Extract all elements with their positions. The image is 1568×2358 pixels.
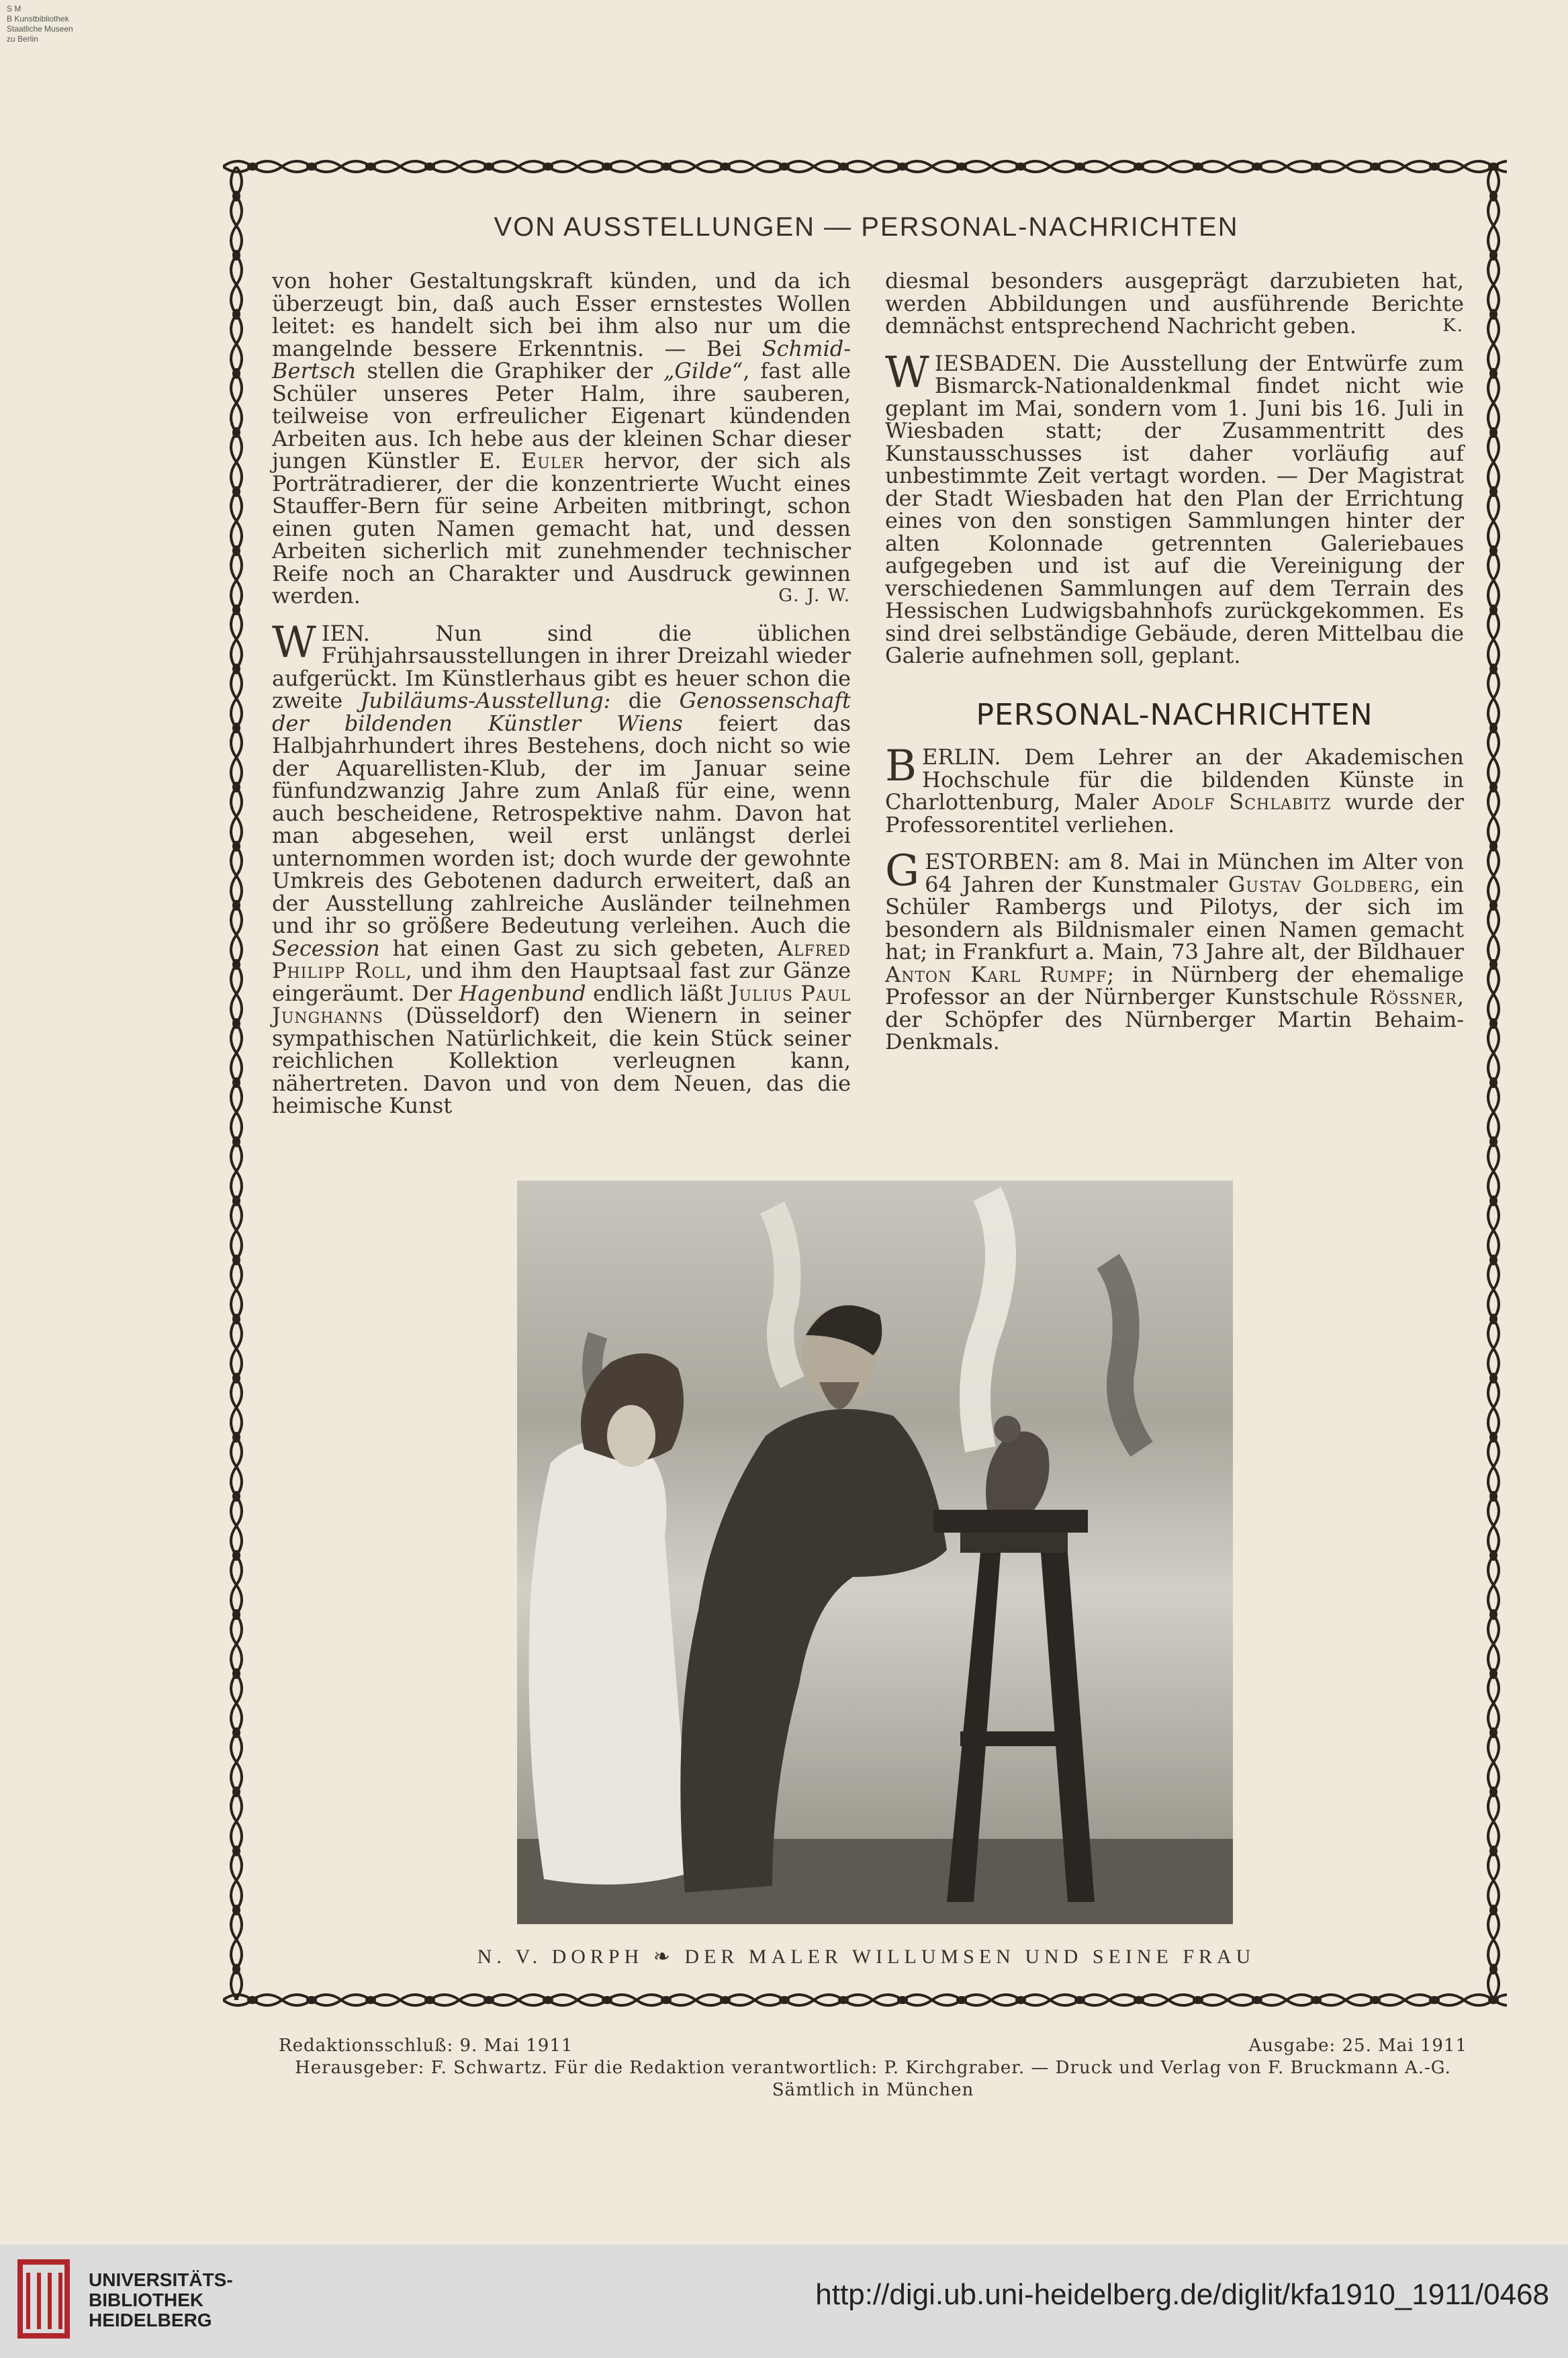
- paragraph-gestorben: GESTORBEN: am 8. Mai in München im Alter von 64 Jahren der Kunstmaler Gustav Goldberg, ein Schüler Rambergs und Pilotys, der sich im besondern als Bildnismaler einen Namen gemacht hat; in Frankfurt a. Main, 73 Jahre alt, der Bildhauer Anton Karl Rumpf; in Nürnberg der ehemalige Professor an der Nürnberger Kunstschule Rössner, der Schöpfer des Nürnberger Martin Behaim-Denkmals.: [885, 846, 1465, 1054]
- paragraph-wiesbaden: WIESBADEN. Die Ausstellung der Entwürfe zum Bismarck-Nationaldenkmal findet nicht wie geplant im Mai, sondern vom 1. Juni bis 16. Juli in Wiesbaden statt; der Zusammentritt des Kunstausschusses ist daher vorläufig auf unbestimmte Zeit vertagt worden. — Der Magistrat der Stadt Wiesbaden hat den Plan der Errichtung eines von den sonstigen Sammlungen hinter der alten Kolonnade getrennten Galeriebaues aufgegeben und ist auf die Vereinigung der verschiedenen Sammlungen auf dem Terrain des Hessischen Ludwigsbahnhofs zurückgekommen. Es sind drei selbständige Gebäude, deren Mittelbau die Galerie aufnehmen soll, geplant.: [885, 347, 1464, 668]
- ornament-border-right: [1480, 167, 1507, 2000]
- paragraph-gilde: von hoher Gestaltungskraft künden, und da ich überzeugt bin, daß auch Esser ernstestes Wollen leitet: es handelt sich bei ihm also nur um die mangelnde bessere Erkenntnis. — Bei Schmid-Bertsch stellen die Graphiker der „Gilde“, fast alle Schüler unseres Peter Halm, ihre sauberen, teilweise von erfreulicher Eigenart kündenden Arbeiten aus. Ich hebe aus der kleinen Schar dieser jungen Künstler E. Euler hervor, der sich als Porträtradierer, der die konzentrierte Wucht eines Stauffer-Bern für seine Arbeiten mitbringt, schon einen guten Namen gemacht hat, und dessen Arbeiten sicherlich mit zunehmender technischer Reife noch an Charakter und Ausdruck gewinnen werden. G. J. W.: [272, 268, 851, 608]
- stamp-line: Staatliche Museen: [7, 24, 73, 34]
- digital-copy-url[interactable]: http://digi.ub.uni-heidelberg.de/diglit/kfa1910_1911/0468: [815, 2278, 1549, 2311]
- issue-date: Ausgabe: 25. Mai 1911: [1248, 2036, 1467, 2056]
- stamp-line: B Kunstbibliothek: [7, 14, 69, 24]
- drop-initial: W: [885, 347, 929, 398]
- library-stamp: [7, 4, 107, 44]
- heidelberg-library-logo-icon: [16, 2259, 77, 2343]
- text-column-right: [885, 270, 1464, 1069]
- library-name: UNIVERSITÄTS- BIBLIOTHEK HEIDELBERG: [89, 2269, 233, 2330]
- section-heading: PERSONAL-NACHRICHTEN: [976, 697, 1373, 732]
- text-column-left: [272, 270, 851, 1132]
- ornament-border-top: [223, 153, 1507, 180]
- drop-initial: W: [272, 617, 316, 668]
- running-head: VON AUSSTELLUNGEN — PERSONAL-NACHRICHTEN: [494, 212, 1239, 242]
- footer-dates: [279, 2035, 1467, 2057]
- imprint-line: Herausgeber: F. Schwartz. Für die Redaktion verantwortlich: P. Kirchgraber. — Druck und Verlag von F. Bruckmann A.-G.: [295, 2058, 1451, 2078]
- ornament-border-left: [223, 167, 250, 2000]
- drop-initial: B: [885, 741, 917, 791]
- paragraph-continuation: diesmal besonders ausgeprägt darzubieten hat, werden Abbildungen und ausführende Berichte demnächst entsprechend Nachricht geben. K.: [885, 268, 1464, 338]
- figure-caption: N. V. DORPH ❧ DER MALER WILLUMSEN UND SEINE FRAU: [477, 1946, 1256, 1968]
- page-footer: [279, 2035, 1467, 2101]
- drop-initial: G: [885, 846, 920, 896]
- paragraph-berlin: BERLIN. Dem Lehrer an der Akademischen Hochschule für die bildenden Künste in Charlottenburg, Maler Adolf Schlabitz wurde der Professorentitel verliehen.: [885, 741, 1465, 837]
- stamp-line: S M: [7, 4, 21, 13]
- author-signature: K.: [1442, 316, 1464, 336]
- stamp-line: zu Berlin: [7, 34, 38, 44]
- ornament-border-bottom: [223, 1987, 1507, 2013]
- imprint-location: Sämtlich in München: [772, 2080, 974, 2100]
- editorial-deadline: Redaktionsschluß: 9. Mai 1911: [279, 2036, 573, 2056]
- painting-illustration: [517, 1181, 1233, 1924]
- author-signature: G. J. W.: [778, 586, 851, 606]
- paragraph-wien: WIEN. Nun sind die üblichen Frühjahrsausstellungen in ihrer Dreizahl wieder aufgerückt. Im Künstlerhaus gibt es heuer schon die zweite Jubiläums-Ausstellung: die Genossenschaft der bildenden Künstler Wiens feiert das Halbjahrhundert ihres Bestehens, doch nicht so wie der Aquarellisten-Klub, der im Januar seine fünfundzwanzig Jahre zum Anlaß für eine, wenn auch bescheidene, Retrospektive nahm. Davon hat man abgesehen, weil erst unlängst derlei unternommen worden ist; doch wurde der gewohnte Umkreis des Gebotenen dadurch erweitert, daß an der Ausstellung zahlreiche Ausländer teilnehmen und ihr so größere Bedeutung verleihen. Auch die Secession hat einen Gast zu sich gebeten, Alfred Philipp Roll, und ihm den Hauptsaal fast zur Gänze eingeräumt. Der Hagenbund endlich läßt Julius Paul Junghanns (Düsseldorf) den Wienern in seiner sympathischen Natürlichkeit, die kein Stück seiner reichlichen Kollektion verleugnen kann, nähertreten. Davon und von dem Neuen, das die heimische Kunst: [272, 617, 851, 1118]
- library-bar: [0, 2244, 1568, 2358]
